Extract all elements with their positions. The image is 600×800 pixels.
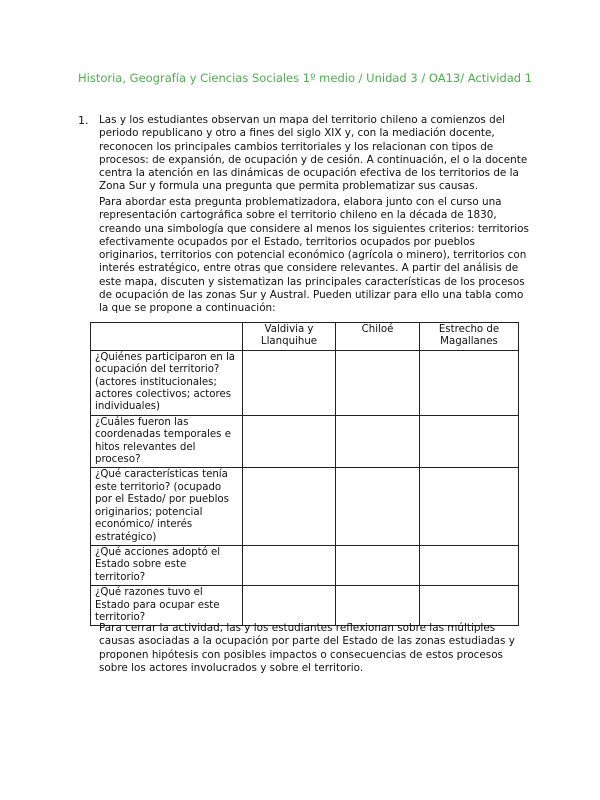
item-number: 1. (78, 114, 89, 127)
table-question-cell: ¿Qué razones tuvo el Estado para ocupar este territorio? (91, 586, 243, 626)
table-row (91, 545, 519, 585)
table-header-row (91, 323, 519, 351)
table-header-chiloe: Chiloé (336, 323, 420, 351)
table-answer-cell[interactable] (243, 415, 336, 468)
activity-paragraph-2: Para abordar esta pregunta problematizadora, elabora junto con el curso una representación cartográfica sobre el territorio chileno en la década de 1830, creando una simbología que considere al menos los siguientes criterios: territorios efectivamente ocupados por el Estado, territorios ocupados por pueblos originarios, territorios con potencial económico (agrícola o minero), territorios con interés estratégico, entre otras que considere relevantes. A partir del análisis de este mapa, discuten y sistematizan las principales características de los procesos de ocupación de las zonas Sur y Austral. Pueden utilizar para ello una tabla como la que se propone a continuación: (99, 196, 529, 315)
table-header-empty (91, 323, 243, 351)
table-question-cell: ¿Qué acciones adoptó el Estado sobre este territorio? (91, 545, 243, 585)
table-answer-cell[interactable] (336, 350, 420, 415)
table-answer-cell[interactable] (336, 415, 420, 468)
table-header-valdivia: Valdivia y Llanquihue (243, 323, 336, 351)
analysis-table (90, 322, 519, 626)
activity-paragraph-3: Para cerrar la actividad, las y los estudiantes reflexionan sobre las múltiples causas asociadas a la ocupación por parte del Estado de las zonas estudiadas y proponen hipótesis con posibles impactos o consecuencias de estos procesos sobre los actores involucrados y sobre el territorio. (99, 622, 515, 674)
table-answer-cell[interactable] (420, 415, 519, 468)
table-answer-cell[interactable] (243, 586, 336, 626)
activity-paragraph-1: Las y los estudiantes observan un mapa del territorio chileno a comienzos del periodo republicano y otro a fines del siglo XIX y, con la mediación docente, reconocen los principales cambios territoriales y los relacionan con tipos de procesos: de expansión, de ocupación y de cesión. A continuación, el o la docente centra la atención en las dinámicas de ocupación efectiva de los territorios de la Zona Sur y formula una pregunta que permita problematizar sus causas. (99, 114, 528, 193)
table-answer-cell[interactable] (336, 545, 420, 585)
table-answer-cell[interactable] (420, 350, 519, 415)
table-answer-cell[interactable] (336, 586, 420, 626)
table-header-magallanes: Estrecho de Magallanes (420, 323, 519, 351)
table-answer-cell[interactable] (336, 468, 420, 545)
document-header: Historia, Geografía y Ciencias Sociales 1º medio / Unidad 3 / OA13/ Actividad 1 (78, 71, 533, 85)
table-question-cell: ¿Cuáles fueron las coordenadas temporales e hitos relevantes del proceso? (91, 415, 243, 468)
table-answer-cell[interactable] (420, 468, 519, 545)
table-row (91, 350, 519, 415)
table-answer-cell[interactable] (420, 545, 519, 585)
table-answer-cell[interactable] (243, 350, 336, 415)
table-answer-cell[interactable] (420, 586, 519, 626)
table-question-cell: ¿Qué características tenía este territorio? (ocupado por el Estado/ por pueblos originarios; potencial económico/ interés estratégico) (91, 468, 243, 545)
table-row (91, 586, 519, 626)
table-answer-cell[interactable] (243, 545, 336, 585)
table-row (91, 415, 519, 468)
table-row (91, 468, 519, 545)
table-answer-cell[interactable] (243, 468, 336, 545)
table-question-cell: ¿Quiénes participaron en la ocupación del territorio? (actores institucionales; actores colectivos; actores individuales) (91, 350, 243, 415)
